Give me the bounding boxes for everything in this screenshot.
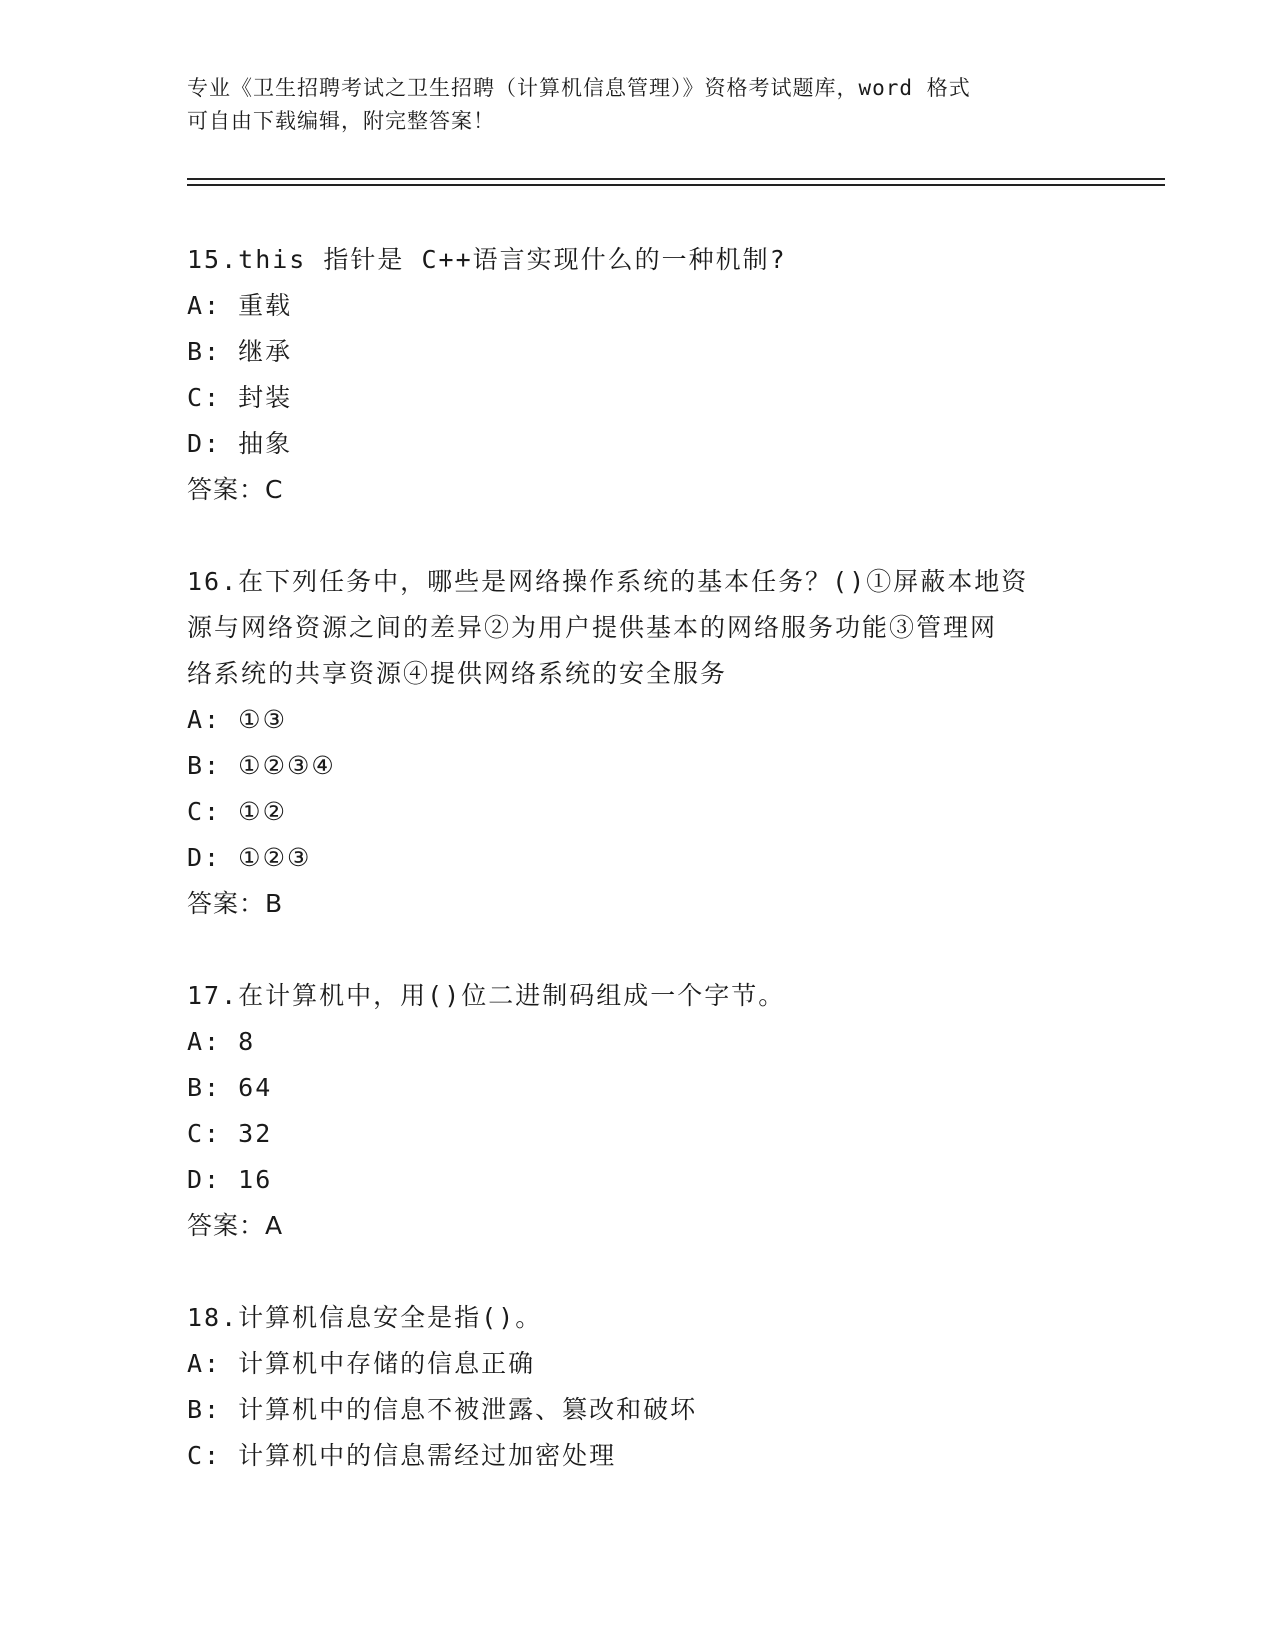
option-key: D: (187, 1165, 222, 1194)
header-divider-bottom (187, 184, 1165, 186)
question-number: 16. (187, 567, 239, 596)
header-divider-top (187, 178, 1165, 180)
answer-line: 答案：C (187, 475, 284, 504)
option-c (187, 375, 1087, 421)
answer-line: 答案：B (187, 889, 284, 918)
option-b (187, 1065, 1087, 1111)
option-key: C: (187, 797, 222, 826)
option-key: A: (187, 1027, 222, 1056)
option-text: 抽象 (238, 429, 293, 458)
option-key: A: (187, 1349, 222, 1378)
header-line-1: 专业《卫生招聘考试之卫生招聘（计算机信息管理）》资格考试题库，word 格式 (187, 76, 971, 100)
option-text: ①③ (238, 705, 287, 734)
question-text (187, 1295, 1087, 1341)
option-c (187, 789, 1087, 835)
option-d (187, 1157, 1087, 1203)
option-text: 封装 (238, 383, 293, 412)
question-stem-line-1: 在下列任务中，哪些是网络操作系统的基本任务？()①屏蔽本地资 (238, 567, 1029, 596)
option-key: B: (187, 1073, 222, 1102)
question-number: 17. (187, 981, 239, 1010)
option-a (187, 1019, 1087, 1065)
option-text: 8 (238, 1027, 256, 1056)
option-d (187, 421, 1087, 467)
option-key: D: (187, 429, 222, 458)
document-header (187, 72, 1087, 138)
option-text: 计算机中存储的信息正确 (238, 1349, 536, 1378)
option-b (187, 329, 1087, 375)
question-list (187, 237, 1087, 1525)
option-key: C: (187, 1119, 222, 1148)
option-key: B: (187, 337, 222, 366)
option-key: C: (187, 1441, 222, 1470)
option-key: B: (187, 751, 222, 780)
option-text: 64 (238, 1073, 273, 1102)
header-line-2: 可自由下载编辑，附完整答案！ (187, 109, 495, 133)
option-d (187, 835, 1087, 881)
option-text: 计算机中的信息需经过加密处理 (238, 1441, 617, 1470)
question-17 (187, 973, 1087, 1249)
option-text: 继承 (238, 337, 293, 366)
option-key: B: (187, 1395, 222, 1424)
question-stem: this 指针是 C++语言实现什么的一种机制? (238, 245, 787, 274)
question-stem: 在计算机中，用()位二进制码组成一个字节。 (238, 981, 786, 1010)
option-key: A: (187, 291, 222, 320)
question-number: 15. (187, 245, 239, 274)
question-text (187, 559, 1087, 605)
option-a (187, 283, 1087, 329)
option-text: ①② (238, 797, 287, 826)
question-16 (187, 559, 1087, 927)
option-b (187, 743, 1087, 789)
question-text (187, 973, 1087, 1019)
option-b (187, 1387, 1087, 1433)
option-a (187, 1341, 1087, 1387)
question-stem: 计算机信息安全是指()。 (238, 1303, 543, 1332)
question-15 (187, 237, 1087, 513)
option-text: ①②③④ (238, 751, 336, 780)
option-text: ①②③ (238, 843, 312, 872)
question-text (187, 237, 1087, 283)
option-text: 重载 (238, 291, 293, 320)
option-c (187, 1111, 1087, 1157)
option-key: A: (187, 705, 222, 734)
option-text: 计算机中的信息不被泄露、篡改和破坏 (238, 1395, 698, 1424)
answer-line: 答案：A (187, 1211, 284, 1240)
option-a (187, 697, 1087, 743)
option-key: D: (187, 843, 222, 872)
question-18 (187, 1295, 1087, 1479)
option-text: 16 (238, 1165, 273, 1194)
option-key: C: (187, 383, 222, 412)
question-number: 18. (187, 1303, 239, 1332)
option-c (187, 1433, 1087, 1479)
question-stem-line-3: 络系统的共享资源④提供网络系统的安全服务 (187, 659, 728, 688)
option-text: 32 (238, 1119, 273, 1148)
question-stem-line-2: 源与网络资源之间的差异②为用户提供基本的网络服务功能③管理网 (187, 613, 998, 642)
